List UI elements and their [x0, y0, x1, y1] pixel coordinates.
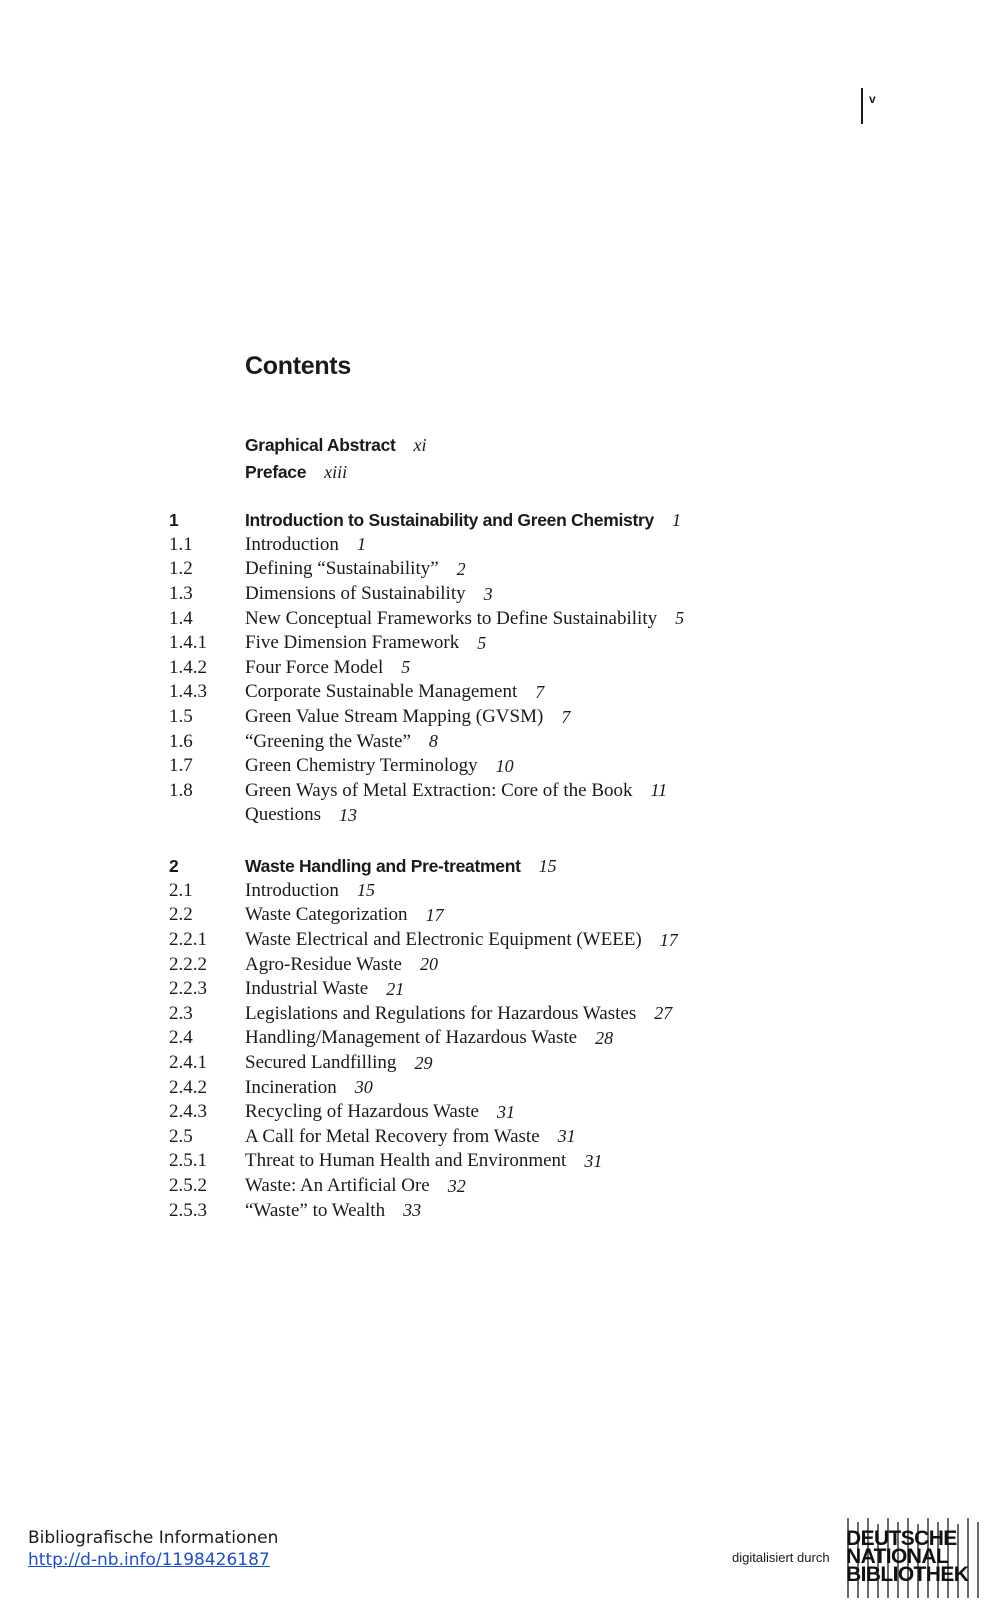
- bibliographic-info: [28, 1527, 278, 1571]
- toc-entry-number: 2.5.1: [169, 1150, 207, 1172]
- toc-entry-page: 7: [535, 681, 545, 702]
- toc-entry-page: 17: [425, 904, 444, 925]
- toc-entry-title: Waste Electrical and Electronic Equipment (WEEE): [245, 929, 642, 951]
- toc-entry-body: [245, 780, 667, 802]
- toc-entry-body: [245, 929, 678, 951]
- toc-entry-page: 3: [483, 583, 493, 604]
- toc-entry-page: 2: [456, 558, 466, 579]
- toc-entry[interactable]: [0, 1149, 1008, 1174]
- front-matter-list: [245, 432, 427, 486]
- toc-entry-title: Corporate Sustainable Management: [245, 681, 518, 703]
- toc-entry-body: [245, 681, 544, 703]
- toc-entry-body: [245, 954, 438, 976]
- toc-entry[interactable]: [0, 1026, 1008, 1051]
- toc-entry[interactable]: [0, 879, 1008, 904]
- toc-entry-title: Agro-Residue Waste: [245, 953, 402, 975]
- toc-entry-number: 1.6: [169, 730, 193, 752]
- toc-entry-body: [245, 608, 684, 630]
- toc-entry[interactable]: [0, 557, 1008, 582]
- toc-entry-page: 17: [659, 929, 678, 950]
- toc-entry-number: 2.4.1: [169, 1052, 207, 1074]
- toc-entry[interactable]: [0, 680, 1008, 705]
- toc-entry[interactable]: [0, 928, 1008, 953]
- toc-entry-number: 1.8: [169, 779, 193, 801]
- toc-entry-title: Incineration: [245, 1076, 337, 1098]
- toc-entry-body: [245, 856, 557, 877]
- toc-entry[interactable]: [0, 1125, 1008, 1150]
- toc-entry-body: [245, 657, 410, 679]
- toc-entry[interactable]: [0, 1075, 1008, 1100]
- toc-entry-body: [245, 1003, 672, 1025]
- toc-entry-number: 1.3: [169, 583, 193, 605]
- toc-entry[interactable]: [0, 1051, 1008, 1076]
- toc-chapter-heading[interactable]: [0, 854, 1008, 879]
- toc-entry-title: “Greening the Waste”: [245, 730, 411, 752]
- page-number: v: [869, 92, 876, 106]
- toc-entry-title: Waste Handling and Pre-treatment: [245, 855, 521, 876]
- toc-entry[interactable]: [0, 903, 1008, 928]
- toc-entry-body: [245, 804, 357, 826]
- toc-entry-title: Green Ways of Metal Extraction: Core of the Book: [245, 779, 633, 801]
- toc-entry[interactable]: [0, 631, 1008, 656]
- toc-entry-number: 1.7: [169, 755, 193, 777]
- toc-entry-number: 2: [169, 855, 179, 876]
- toc-entry-number: 2.4.3: [169, 1101, 207, 1123]
- toc-entry-title: Dimensions of Sustainability: [245, 583, 466, 605]
- toc-entry-title: Secured Landfilling: [245, 1052, 397, 1074]
- dnb-logo-line: NATIONAL: [846, 1545, 949, 1568]
- toc-entry[interactable]: [0, 952, 1008, 977]
- toc-entry-page: xi: [413, 435, 427, 455]
- toc-entry[interactable]: [0, 1002, 1008, 1027]
- toc-entry-front-matter[interactable]: [245, 459, 427, 486]
- toc-entry-page: 15: [538, 855, 557, 876]
- toc-entry-title: Four Force Model: [245, 656, 384, 678]
- toc-entry-page: 31: [496, 1101, 515, 1122]
- dnb-logo-line: BIBLIOTHEK: [846, 1563, 969, 1586]
- toc-entry-page: 7: [561, 706, 571, 727]
- toc-entry[interactable]: [0, 1100, 1008, 1125]
- toc-entry-body: [245, 1175, 466, 1197]
- toc-entry[interactable]: [0, 977, 1008, 1002]
- toc-entry-body: [245, 731, 438, 753]
- toc-entry[interactable]: [0, 1174, 1008, 1199]
- toc-entry-body: [245, 583, 493, 605]
- toc-entry-number: 2.4: [169, 1027, 193, 1049]
- toc-entry[interactable]: [0, 656, 1008, 681]
- toc-entry-body: [245, 632, 486, 654]
- toc-entry-number: 2.1: [169, 879, 193, 901]
- toc-entry-number: 1.4: [169, 607, 193, 629]
- toc-entry-number: 2.5: [169, 1125, 193, 1147]
- toc-entry[interactable]: [0, 779, 1008, 804]
- toc-entry-front-matter[interactable]: [245, 432, 427, 459]
- toc-entry-page: 33: [403, 1200, 422, 1221]
- toc-entry-number: 2.5.2: [169, 1175, 207, 1197]
- toc-entry-body: [245, 1200, 421, 1222]
- toc-entry-title: Five Dimension Framework: [245, 632, 460, 654]
- toc-entry-title: Preface: [245, 462, 307, 482]
- toc-entry-page: 29: [414, 1052, 433, 1073]
- toc-entry-page: xiii: [324, 462, 348, 482]
- toc-entry-body: [245, 880, 375, 902]
- toc-entry-title: “Waste” to Wealth: [245, 1199, 386, 1221]
- toc-entry-body: [245, 904, 444, 926]
- toc-entry[interactable]: [0, 729, 1008, 754]
- toc-entry[interactable]: [0, 1198, 1008, 1223]
- toc-entry-number: 1.4.2: [169, 656, 207, 678]
- toc-entry-body: [245, 1150, 602, 1172]
- toc-entry-number: 2.3: [169, 1002, 193, 1024]
- toc-entry-body: [245, 1052, 432, 1074]
- toc-entry-title: Waste Categorization: [245, 904, 408, 926]
- bibliographic-info-label: Bibliografische Informationen: [28, 1528, 279, 1548]
- toc-entry-title: Introduction: [245, 533, 339, 555]
- toc-entry-page: 8: [428, 731, 438, 752]
- toc-entry-body: [245, 755, 514, 777]
- page-title: Contents: [245, 352, 351, 380]
- toc-entry-number: 1.2: [169, 558, 193, 580]
- toc-entry-page: 31: [557, 1126, 576, 1147]
- toc-entry-body: [245, 1027, 613, 1049]
- toc-entry-page: 20: [419, 954, 438, 975]
- digitized-by-label: digitalisiert durch: [732, 1550, 830, 1565]
- toc-entry-page: 13: [339, 804, 357, 825]
- toc-entry-title: A Call for Metal Recovery from Waste: [245, 1125, 540, 1147]
- toc-entry-number: 2.2: [169, 904, 193, 926]
- toc-entry-page: 10: [495, 755, 514, 776]
- folio-rule: [861, 88, 863, 124]
- toc-entry-body: [245, 558, 466, 580]
- toc-entry-title: Graphical Abstract: [245, 435, 396, 455]
- toc-entry-page: 5: [675, 608, 685, 629]
- toc-entry-body: [245, 1101, 515, 1123]
- toc-entry-body: [245, 534, 366, 556]
- toc-entry-title: Waste: An Artificial Ore: [245, 1175, 430, 1197]
- toc-entry[interactable]: [0, 582, 1008, 607]
- toc-entry-page: 1: [356, 534, 366, 555]
- toc-entry-title: Questions: [245, 804, 321, 826]
- dnb-logo-line: DEUTSCHE: [846, 1527, 957, 1550]
- toc-entry-number: 1: [169, 509, 179, 530]
- toc-entry-title: Introduction: [245, 879, 339, 901]
- toc-entry-page: 31: [584, 1150, 603, 1171]
- toc-entry-body: [245, 510, 681, 531]
- toc-entry-page: 5: [477, 632, 487, 653]
- toc-entry-title: Defining “Sustainability”: [245, 558, 439, 580]
- toc-chapter-heading[interactable]: [0, 508, 1008, 533]
- toc-entry-body: [245, 1126, 576, 1148]
- dnb-link[interactable]: http://d-nb.info/1198426187: [28, 1550, 270, 1570]
- toc-entry-number: 2.2.3: [169, 978, 207, 1000]
- toc-entry-title: Industrial Waste: [245, 978, 369, 1000]
- toc-entry-page: 5: [401, 657, 411, 678]
- toc-entry[interactable]: [0, 533, 1008, 558]
- toc-entry-number: 1.5: [169, 706, 193, 728]
- toc-entry-number: 1.4.3: [169, 681, 207, 703]
- toc-entry-page: 21: [386, 978, 405, 999]
- toc-entry[interactable]: [0, 705, 1008, 730]
- toc-entry-page: 11: [650, 780, 668, 801]
- toc-entry-body: [245, 978, 404, 1000]
- toc-entry-number: 2.5.3: [169, 1199, 207, 1221]
- toc-entry-number: 2.2.1: [169, 929, 207, 951]
- toc-entry-title: Handling/Management of Hazardous Waste: [245, 1027, 578, 1049]
- toc-entry-number: 2.2.2: [169, 953, 207, 975]
- toc-entry-title: Recycling of Hazardous Waste: [245, 1101, 479, 1123]
- toc-entry-number: 2.4.2: [169, 1076, 207, 1098]
- toc-entry-title: Green Chemistry Terminology: [245, 755, 478, 777]
- toc-entry-body: [245, 706, 570, 728]
- toc-entry-title: Introduction to Sustainability and Green Chemistry: [245, 509, 654, 530]
- dnb-logo-text: [846, 1527, 980, 1586]
- toc-entry-page: 30: [354, 1077, 373, 1098]
- toc-entry-page: 27: [654, 1003, 673, 1024]
- toc-entry[interactable]: [0, 606, 1008, 631]
- toc-entry-page: 1: [671, 509, 681, 530]
- toc-entry-number: 1.1: [169, 533, 193, 555]
- toc-entry-number: 1.4.1: [169, 632, 207, 654]
- toc-entry-page: 32: [447, 1175, 466, 1196]
- toc-entry-page: 28: [595, 1027, 614, 1048]
- toc-entry-title: Threat to Human Health and Environment: [245, 1150, 567, 1172]
- toc-entry[interactable]: [0, 754, 1008, 779]
- dnb-logo: [846, 1518, 980, 1598]
- toc-entry-title: Green Value Stream Mapping (GVSM): [245, 706, 544, 728]
- toc-entry-title: New Conceptual Frameworks to Define Sustainability: [245, 607, 658, 629]
- toc-entry-page: 15: [356, 880, 375, 901]
- toc-entry-body: [245, 1077, 373, 1099]
- toc-entry-title: Legislations and Regulations for Hazardous Wastes: [245, 1002, 637, 1024]
- toc-entry[interactable]: [0, 803, 1008, 828]
